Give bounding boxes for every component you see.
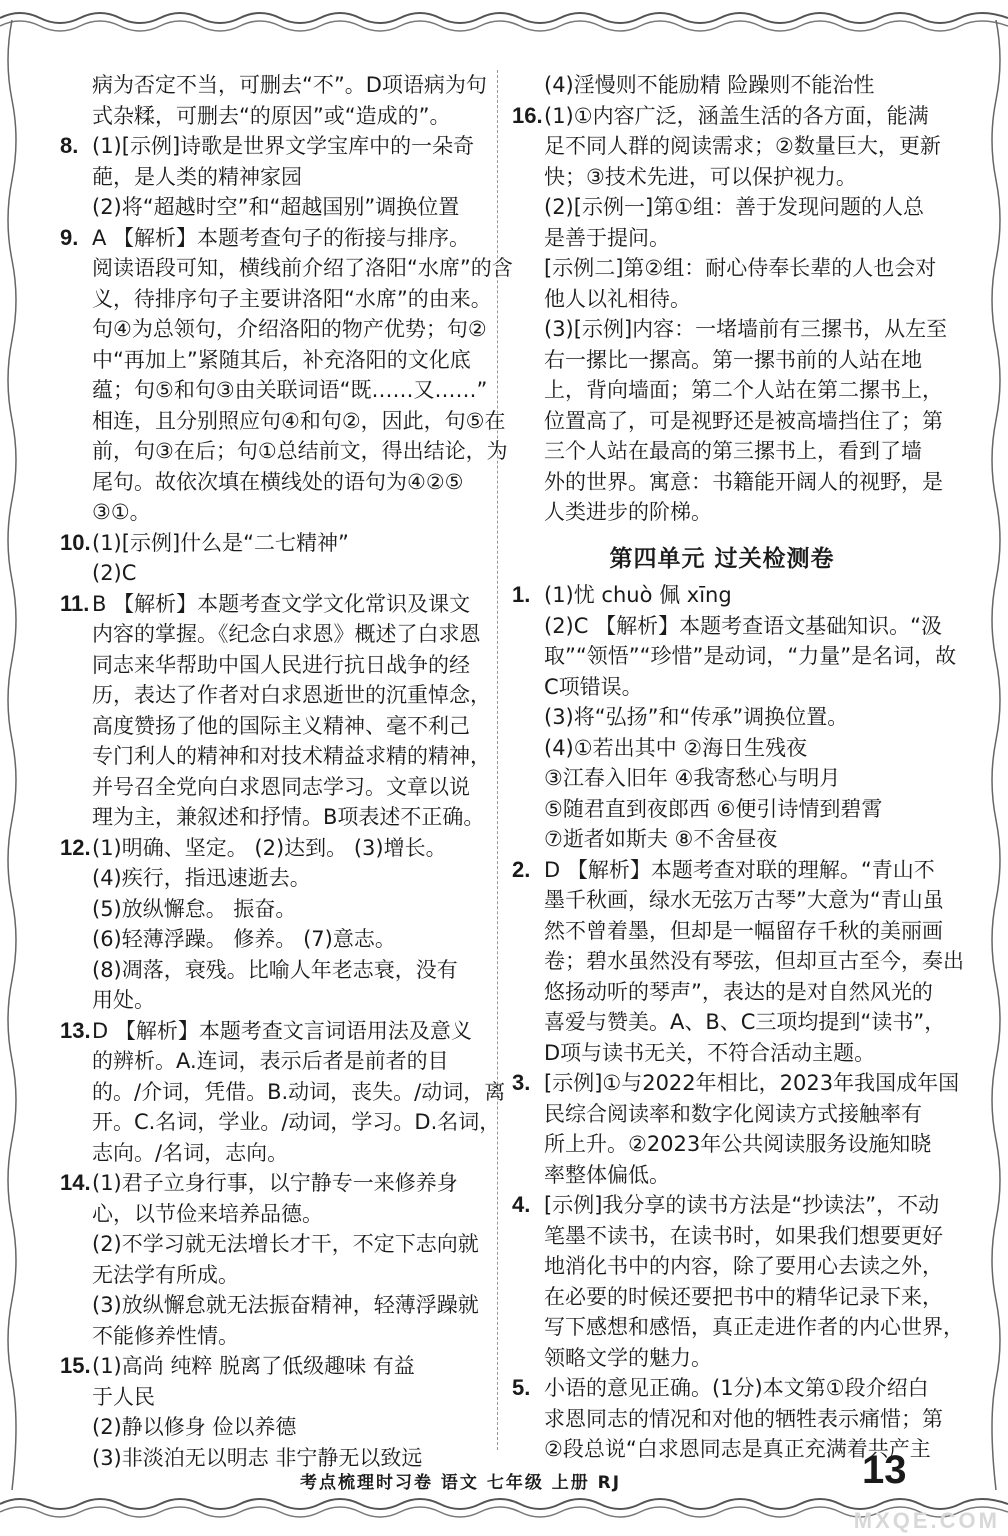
answer-line: 求恩同志的情况和对他的牺牲表示痛惜；第	[544, 1406, 943, 1431]
answer-item	[512, 855, 964, 1069]
answer-line: 率整体偏低。	[544, 1162, 670, 1187]
right-wave-border	[978, 20, 1008, 1490]
answer-line: (2)C	[92, 561, 137, 585]
answer-item	[60, 1016, 506, 1169]
answer-line: [示例二]第②组：耐心侍奉长辈的人也会对	[544, 256, 937, 280]
question-number: 2.	[512, 856, 531, 882]
answer-line: 小语的意见正确。(1分)本文第①段介绍白	[544, 1376, 929, 1400]
right-column-top	[512, 70, 948, 528]
answer-line: (2)[示例一]第①组：善于发现问题的人总	[544, 195, 924, 219]
answer-line: 历，表达了作者对白求恩逝世的沉重悼念，	[92, 683, 491, 707]
question-number: 5.	[512, 1375, 531, 1400]
answer-line: 前，句③在后；句①总结前文，得出结论，为	[92, 439, 508, 463]
answer-item	[512, 580, 957, 855]
answer-line: D项与读书无关，不符合活动主题。	[544, 1040, 876, 1065]
question-number: 10.	[60, 529, 91, 555]
answer-line: D 【解析】本题考查文言词语用法及意义	[92, 1018, 472, 1043]
answer-line: 并号召全党向白求恩同志学习。文章以说	[92, 774, 470, 799]
answer-line: 领略文学的魅力。	[544, 1345, 712, 1370]
answer-line: (1)君子立身行事，以宁静专一来修养身	[92, 1171, 458, 1195]
answer-line: 民综合阅读率和数字化阅读方式接触率有	[544, 1101, 922, 1126]
answer-line: ③①。	[92, 500, 151, 524]
answer-line: 人类进步的阶梯。	[544, 500, 712, 524]
answer-line: 足不同人群的阅读需求；②数量巨大，更新	[544, 134, 941, 158]
answer-line: 是善于提问。	[544, 225, 670, 250]
answer-item	[62, 589, 490, 833]
top-wave-border	[0, 0, 1008, 40]
answer-line: 专门利人的精神和对技术精益求精的精神，	[92, 744, 491, 768]
left-column	[60, 70, 513, 1473]
answer-item	[512, 1068, 960, 1190]
answer-line: 式杂糅，可删去“的原因”或“造成的”。	[92, 103, 451, 128]
answer-line: C项错误。	[544, 674, 643, 699]
answer-line: 位置高了，可是视野还是被高墙挡住了；第	[544, 408, 943, 433]
answer-item	[512, 1190, 964, 1373]
answer-line: 墨千秋画，绿水无弦万古琴”大意为“青山虽	[544, 888, 944, 912]
answer-line: ⑤随君直到夜郎西 ⑥便引诗情到碧霄	[544, 796, 883, 821]
answer-line: 义，待排序句子主要讲洛阳“水席”的由来。	[92, 286, 492, 311]
answer-line: 不能修养性情。	[92, 1323, 239, 1348]
answer-line: 尾句。故依次填在横线处的语句为④②⑤	[92, 469, 464, 494]
answer-line: 中“再加上”紧随其后，补充洛阳的文化底	[92, 347, 471, 372]
answer-line: (3)放纵懈怠就无法振奋精神，轻薄浮躁就	[92, 1293, 479, 1317]
answer-line: D 【解析】本题考查对联的理解。“青山不	[544, 857, 935, 882]
answer-line: 三个人站在最高的第三摞书上，看到了墙	[544, 439, 922, 463]
question-number: 4.	[512, 1192, 531, 1217]
answer-line: 理为主，兼叙述和抒情。B项表述不正确。	[92, 805, 485, 829]
answer-line: (2)将“超越时空”和“超越国别”调换位置	[92, 195, 460, 219]
answer-line: 于人民	[92, 1384, 155, 1409]
answer-item	[62, 528, 490, 589]
question-number: 13.	[60, 1017, 91, 1043]
answer-line: (2)不学习就无法增长才干，不定下志向就	[92, 1232, 479, 1256]
answer-line: 他人以礼相待。	[544, 286, 691, 311]
page-number: 13	[862, 1448, 907, 1492]
answer-line: 心，以节俭来培养品德。	[92, 1201, 323, 1226]
answer-item	[62, 131, 490, 223]
answer-line: ③江春入旧年 ④我寄愁心与明月	[544, 766, 841, 790]
answer-line: 喜爱与赞美。A、B、C三项均提到“读书”，	[544, 1010, 946, 1034]
answer-item	[512, 101, 948, 528]
answer-line: ②段总说“白求恩同志是真正充满着共产主	[544, 1437, 931, 1461]
answer-line: (3)[示例]内容：一堵墙前有三摞书，从左至	[544, 317, 948, 341]
answer-item	[62, 70, 490, 131]
answer-line: (1)明确、坚定。 (2)达到。 (3)增长。	[92, 835, 447, 860]
answer-line: 开。C.名词，学业。/动词，学习。D.名词，	[92, 1110, 501, 1134]
question-number: 11.	[60, 590, 90, 616]
answer-line: (3)非淡泊无以明志 非宁静无以致远	[92, 1445, 423, 1470]
answer-line: 同志来华帮助中国人民进行抗日战争的经	[92, 652, 470, 677]
question-number: 15.	[60, 1353, 91, 1378]
answer-line: 地消化书中的内容，除了要用心去读之外，	[544, 1254, 943, 1278]
answer-line: 上，背向墙面；第二个人站在第二摞书上，	[544, 378, 943, 402]
answer-item	[62, 1351, 490, 1473]
answer-line: 的。/介词，凭借。B.动词，丧失。/动词，离	[92, 1079, 506, 1104]
answer-line: 悠扬动听的琴声”，表达的是对自然风光的	[544, 979, 933, 1004]
answer-line: 句④为总领句，介绍洛阳的物产优势；句②	[92, 317, 487, 341]
answer-line: (1)高尚 纯粹 脱离了低级趣味 有益	[92, 1354, 415, 1378]
footer-book-title: 考点梳理时习卷 语文 七年级 上册 RJ	[300, 1473, 622, 1493]
section-title: 第四单元 过关检测卷	[609, 545, 835, 572]
right-column-bottom	[512, 580, 964, 1465]
answer-line: 高度赞扬了他的国际主义精神、毫不利己	[92, 713, 470, 738]
question-number: 16.	[512, 102, 543, 128]
answer-item	[60, 223, 513, 528]
answer-line: 右一摞比一摞高。第一摞书前的人站在地	[544, 347, 922, 372]
answer-line: 所上升。②2023年公共阅读服务设施知晓	[544, 1132, 932, 1156]
answer-line: 在必要的时候还要把书中的精华记录下来，	[544, 1284, 943, 1309]
answer-line: 蕴；句⑤和句③由关联词语“既……又……”	[92, 378, 488, 402]
answer-line: (1)忧 chuò 佩 xīng	[544, 583, 732, 607]
right-column	[512, 70, 964, 1465]
answer-line: A 【解析】本题考查句子的衔接与排序。	[92, 225, 471, 250]
answer-line: (2)C 【解析】本题考查语文基础知识。“汲	[544, 613, 942, 638]
answer-line: 无法学有所成。	[92, 1262, 239, 1287]
answer-line: [示例]①与2022年相比，2023年我国成年国	[544, 1071, 960, 1095]
answer-line: 笔墨不读书，在读书时，如果我们想要更好	[544, 1223, 943, 1248]
answer-line: (4)淫慢则不能励精 险躁则不能治性	[544, 73, 875, 97]
answer-line: (4)①若出其中 ②海日生残夜	[544, 735, 808, 760]
answer-line: (8)凋落，衰残。比喻人年老志衰，没有	[92, 957, 458, 982]
answer-line: 的辨析。A.连词，表示后者是前者的目	[92, 1049, 449, 1073]
answer-line: 用处。	[92, 988, 155, 1012]
answer-line: ⑦逝者如斯夫 ⑧不舍昼夜	[544, 827, 778, 851]
answer-item	[62, 1168, 490, 1351]
answer-line: 写下感想和感悟，真正走进作者的内心世界，	[544, 1315, 964, 1339]
answer-line: (1)①内容广泛，涵盖生活的各方面，能满	[544, 103, 929, 128]
question-number: 9.	[60, 224, 79, 250]
question-number: 12.	[60, 834, 91, 860]
answer-line: 病为否定不当，可删去“不”。D项语病为句	[92, 73, 487, 97]
answer-line: (1)[示例]什么是“二七精神”	[92, 530, 349, 555]
watermark-logo: MXQE.COM	[853, 1508, 1000, 1533]
answer-line: (1)[示例]诗歌是世界文学宝库中的一朵奇	[92, 134, 475, 158]
answer-item	[514, 70, 930, 101]
answer-line: 阅读语段可知，横线前介绍了洛阳“水席”的含	[92, 256, 513, 280]
answer-line: 卷；碧水虽然没有琴弦，但却亘古至今，奏出	[544, 949, 964, 973]
left-wave-border	[0, 20, 30, 1490]
answer-line: 快；③技术先进，可以保护视力。	[544, 164, 857, 189]
answer-line: (4)疾行，指迅速逝去。	[92, 866, 311, 890]
answer-line: 葩，是人类的精神家园	[92, 164, 302, 189]
question-number: 8.	[60, 133, 79, 158]
answer-line: B 【解析】本题考查文学文化常识及课文	[92, 591, 471, 616]
answer-line: 志向。/名词，志向。	[92, 1140, 289, 1165]
answer-item	[62, 833, 490, 1016]
question-number: 3.	[512, 1070, 531, 1095]
question-number: 1.	[512, 582, 531, 607]
answer-line: (6)轻薄浮躁。 修养。 (7)意志。	[92, 927, 396, 951]
answer-line: [示例]我分享的读书方法是“抄读法”，不动	[544, 1193, 940, 1217]
question-number: 14.	[60, 1170, 91, 1195]
answer-line: 取”“领悟”“珍惜”是动词，“力量”是名词，故	[544, 644, 957, 668]
answer-line: 然不曾着墨，但却是一幅留存千秋的美丽画	[544, 918, 943, 943]
answer-line: (3)将“弘扬”和“传承”调换位置。	[544, 705, 849, 729]
answer-line: (2)静以修身 俭以养德	[92, 1415, 297, 1439]
answer-line: 内容的掌握。《纪念白求恩》概述了白求恩	[92, 622, 481, 646]
answer-line: (5)放纵懈怠。 振奋。	[92, 896, 297, 921]
answer-line: 相连，且分别照应句④和句②，因此，句⑤在	[92, 408, 506, 433]
answer-line: 外的世界。寓意：书籍能开阔人的视野，是	[544, 469, 943, 494]
